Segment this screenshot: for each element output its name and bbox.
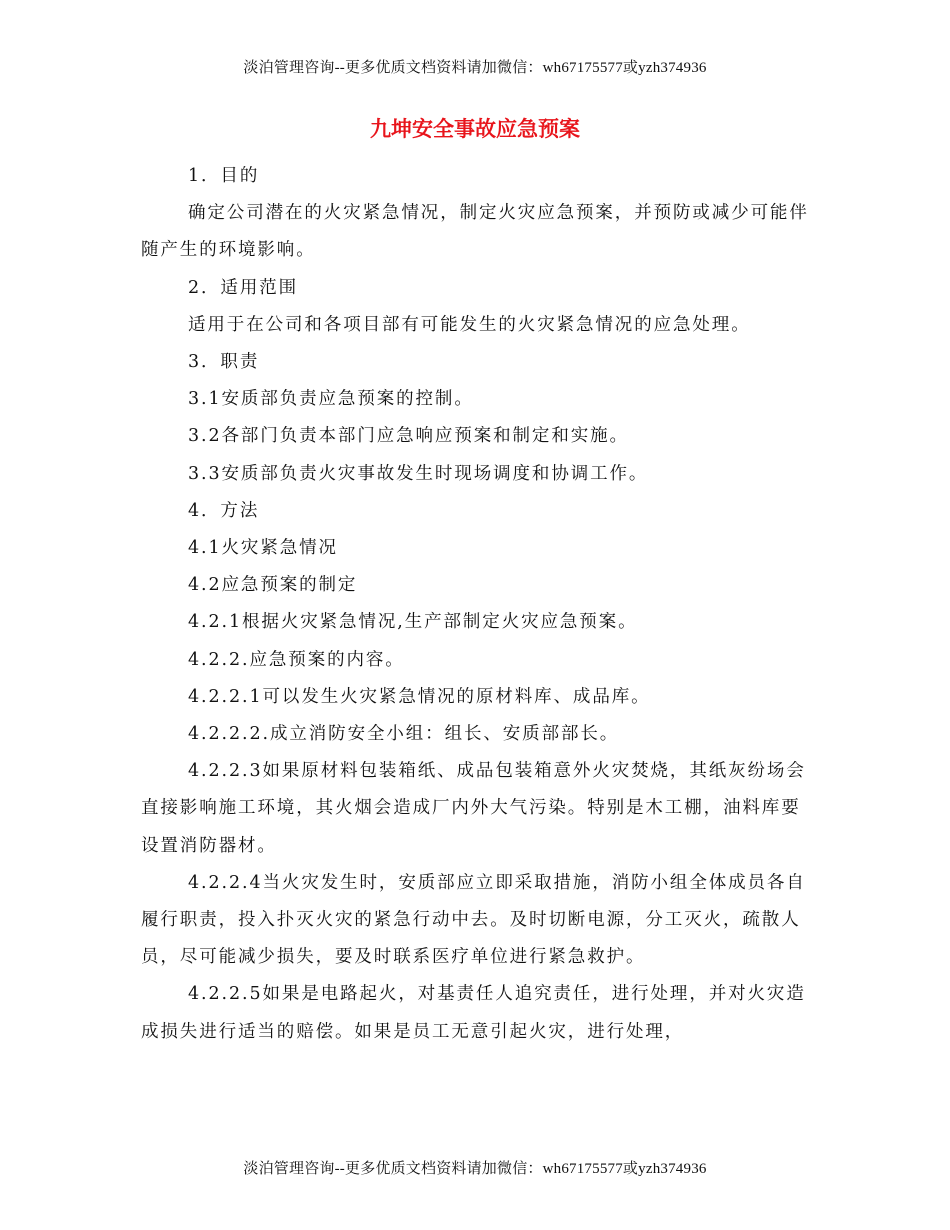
- section-heading-responsibilities: 3．职责: [188, 352, 260, 373]
- section-heading-scope: 2．适用范围: [188, 277, 299, 298]
- document-title: 九坤安全事故应急预案: [370, 117, 580, 141]
- document-body: [141, 158, 811, 1051]
- page-footer: 淡泊管理咨询--更多优质文档资料请加微信：wh67175577或yzh374936: [243, 1161, 707, 1177]
- section-heading-method: 4．方法: [188, 500, 260, 521]
- paragraph-4-2-2-1: 4.2.2.1可以发生火灾紧急情况的原材料库、成品库。: [188, 686, 651, 707]
- paragraph-3-2: 3.2各部门负责本部门应急响应预案和制定和实施。: [188, 426, 629, 447]
- section-heading-purpose: 1．目的: [188, 166, 260, 186]
- paragraph-4-2-2-4: 4.2.2.4当火灾发生时，安质部应立即采取措施，消防小组全体成员各自履行职责，投入扑灭火灾的紧急行动中去。及时切断电源，分工灭火，疏散人员，尽可能减少损失，要及时联系医疗单位进行紧急救护。: [141, 872, 806, 968]
- paragraph-4-1: 4.1火灾紧急情况: [188, 538, 338, 559]
- paragraph-4-2-2: 4.2.2.应急预案的内容。: [188, 649, 405, 670]
- paragraph-4-2-1: 4.2.1根据火灾紧急情况,生产部制定火灾应急预案。: [188, 612, 638, 633]
- paragraph-4-2-2-2: 4.2.2.2.成立消防安全小组：组长、安质部部长。: [188, 724, 620, 745]
- paragraph-3-3: 3.3安质部负责火灾事故发生时现场调度和协调工作。: [188, 463, 649, 484]
- paragraph-4-2: 4.2应急预案的制定: [188, 575, 358, 596]
- paragraph-purpose: 确定公司潜在的火灾紧急情况，制定火灾应急预案，并预防或减少可能伴随产生的环境影响。: [141, 203, 809, 261]
- paragraph-4-2-2-3: 4.2.2.3如果原材料包装箱纸、成品包装箱意外火灾焚烧，其纸灰纷场会直接影响施工环境，其火烟会造成厂内外大气污染。特别是木工棚，油料库要设置消防器材。: [141, 761, 806, 856]
- paragraph-scope: 适用于在公司和各项目部有可能发生的火灾紧急情况的应急处理。: [188, 314, 751, 335]
- page-header: 淡泊管理咨询--更多优质文档资料请加微信：wh67175577或yzh374936: [243, 60, 707, 76]
- paragraph-3-1: 3.1安质部负责应急预案的控制。: [188, 389, 474, 410]
- paragraph-4-2-2-5: 4.2.2.5如果是电路起火，对基责任人追究责任，进行处理，并对火灾造成损失进行适当的赔偿。如果是员工无意引起火灾，进行处理，: [141, 984, 806, 1042]
